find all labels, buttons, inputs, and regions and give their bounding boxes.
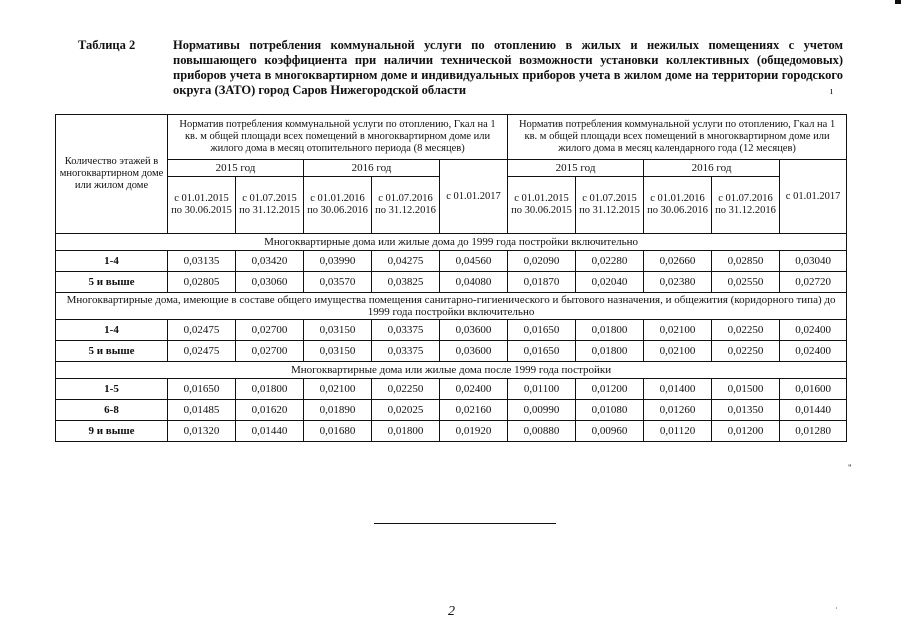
value-cell: 0,02380 [644,272,712,293]
value-cell: 0,02100 [644,341,712,362]
floors-cell: 1-4 [56,251,168,272]
value-cell: 0,03570 [304,272,372,293]
value-cell: 0,02400 [780,341,847,362]
year-2016-header: 2016 год [644,160,780,177]
value-cell: 0,01440 [780,400,847,421]
value-cell: 0,01650 [508,320,576,341]
period-header: с 01.07.2016 по 31.12.2016 [372,177,440,234]
period-header: с 01.01.2015 по 30.06.2015 [168,177,236,234]
value-cell: 0,00880 [508,421,576,442]
period-header: с 01.01.2015 по 30.06.2015 [508,177,576,234]
value-cell: 0,02475 [168,320,236,341]
period-header: с 01.07.2015 по 31.12.2015 [576,177,644,234]
value-cell: 0,02475 [168,341,236,362]
year-2016-header: 2016 год [304,160,440,177]
section-title: Многоквартирные дома или жилые дома до 1999 года постройки включительно [56,234,847,251]
table-row [56,421,847,442]
value-cell: 0,02700 [236,341,304,362]
table-row [56,341,847,362]
value-cell: 0,02100 [304,379,372,400]
value-cell: 0,01800 [576,320,644,341]
floors-cell: 6-8 [56,400,168,421]
page-number: 2 [448,604,455,619]
value-cell: 0,01400 [644,379,712,400]
value-cell: 0,03825 [372,272,440,293]
value-cell: 0,02250 [372,379,440,400]
value-cell: 0,01890 [304,400,372,421]
value-cell: 0,01500 [712,379,780,400]
value-cell: 0,01680 [304,421,372,442]
value-cell: 0,03420 [236,251,304,272]
value-cell: 0,01620 [236,400,304,421]
value-cell: 0,01200 [712,421,780,442]
table-row [56,320,847,341]
value-cell: 0,01650 [168,379,236,400]
value-cell: 0,02400 [440,379,508,400]
floors-cell: 1-5 [56,379,168,400]
value-cell: 0,01260 [644,400,712,421]
value-cell: 0,01870 [508,272,576,293]
value-cell: 0,00990 [508,400,576,421]
table-title: Нормативы потребления коммунальной услуги по отоплению в жилых и нежилых помещениях с учетом повышающего коэффициента при наличии технической возможности установки коллективных (общедомовых) приборов учета в многоквартирном доме и индивидуальных приборов учета в жилом доме на территории городского округа (ЗАТО) город Саров Нижегородской области [173,38,843,97]
value-cell: 0,03040 [780,251,847,272]
value-cell: 0,03150 [304,320,372,341]
value-cell: 0,01800 [576,341,644,362]
table-row [56,400,847,421]
value-cell: 0,00960 [576,421,644,442]
heating-norms-table [55,114,847,442]
dot-mark: · [835,604,838,613]
value-cell: 0,01650 [508,341,576,362]
value-cell: 0,02700 [236,320,304,341]
value-cell: 0,02805 [168,272,236,293]
value-cell: 0,02250 [712,320,780,341]
section-row [56,362,847,379]
period-header: с 01.01.2016 по 30.06.2016 [644,177,712,234]
year-2015-header: 2015 год [168,160,304,177]
value-cell: 0,01280 [780,421,847,442]
value-cell: 0,01800 [372,421,440,442]
value-cell: 0,03600 [440,341,508,362]
table-row [56,379,847,400]
footer-divider [374,523,556,524]
table-row [56,251,847,272]
period-header: с 01.01.2017 [440,160,508,234]
period-header: с 01.07.2016 по 31.12.2016 [712,177,780,234]
section-title: Многоквартирные дома, имеющие в составе общего имущества помещения санитарно-гигиенического и бытового назначения, и общежития (коридорного типа) до 1999 года постройки включительно [56,293,847,320]
period-header: с 01.01.2017 [780,160,847,234]
year-2015-header: 2015 год [508,160,644,177]
value-cell: 0,03990 [304,251,372,272]
value-cell: 0,02280 [576,251,644,272]
value-cell: 0,03135 [168,251,236,272]
floors-cell: 5 и выше [56,341,168,362]
section-row [56,234,847,251]
floors-cell: 1-4 [56,320,168,341]
value-cell: 0,01920 [440,421,508,442]
value-cell: 0,02025 [372,400,440,421]
value-cell: 0,02090 [508,251,576,272]
value-cell: 0,01320 [168,421,236,442]
value-cell: 0,02850 [712,251,780,272]
value-cell: 0,04080 [440,272,508,293]
value-cell: 0,01200 [576,379,644,400]
value-cell: 0,01080 [576,400,644,421]
floors-cell: 9 и выше [56,421,168,442]
value-cell: 0,02400 [780,320,847,341]
value-cell: 0,03060 [236,272,304,293]
value-cell: 0,02720 [780,272,847,293]
value-cell: 0,01600 [780,379,847,400]
value-cell: 0,02250 [712,341,780,362]
corner-mark [895,0,901,4]
value-cell: 0,03150 [304,341,372,362]
value-cell: 0,04560 [440,251,508,272]
row-end-mark: " [848,463,852,473]
value-cell: 0,01485 [168,400,236,421]
calendar-year-header: Норматив потребления коммунальной услуги по отоплению, Гкал на 1 кв. м общей площади всех помещений в многоквартирном доме или жилого дома в месяц календарного года (12 месяцев) [508,115,847,160]
value-cell: 0,03375 [372,341,440,362]
section-title: Многоквартирные дома или жилые дома после 1999 года постройки [56,362,847,379]
table-number: Таблица 2 [78,38,136,52]
heating-period-header: Норматив потребления коммунальной услуги по отоплению, Гкал на 1 кв. м общей площади всех помещений в многоквартирном доме или жилого дома в месяц отопительного периода (8 месяцев) [168,115,508,160]
value-cell: 0,02040 [576,272,644,293]
value-cell: 0,01100 [508,379,576,400]
value-cell: 0,01350 [712,400,780,421]
value-cell: 0,01120 [644,421,712,442]
value-cell: 0,02660 [644,251,712,272]
value-cell: 0,04275 [372,251,440,272]
value-cell: 0,02550 [712,272,780,293]
value-cell: 0,03375 [372,320,440,341]
period-header: с 01.01.2016 по 30.06.2016 [304,177,372,234]
value-cell: 0,02160 [440,400,508,421]
tick-mark: ı [830,86,833,97]
period-header: с 01.07.2015 по 31.12.2015 [236,177,304,234]
floors-cell: 5 и выше [56,272,168,293]
value-cell: 0,02100 [644,320,712,341]
value-cell: 0,01440 [236,421,304,442]
section-row [56,293,847,320]
value-cell: 0,01800 [236,379,304,400]
floors-header: Количество этажей в многоквартирном доме или жилом доме [56,115,168,234]
value-cell: 0,03600 [440,320,508,341]
table-row [56,272,847,293]
